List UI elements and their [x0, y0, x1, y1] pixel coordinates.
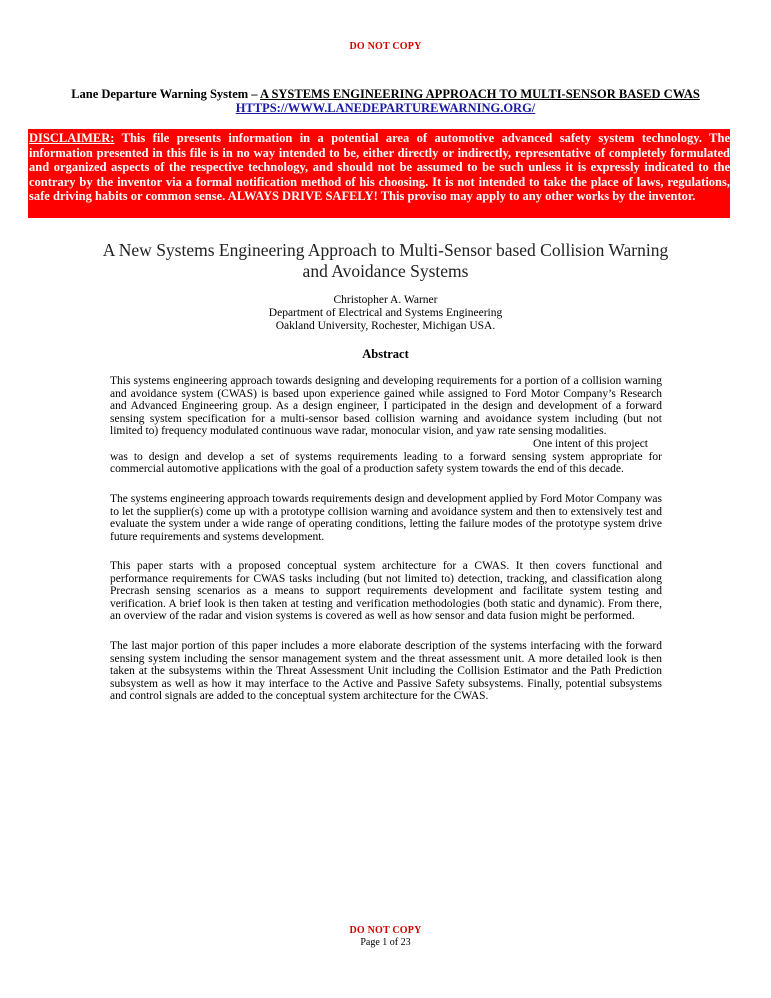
- author-name: Christopher A. Warner: [333, 294, 438, 306]
- abstract-paragraph-2: [110, 493, 662, 543]
- abstract-paragraph-4: [110, 640, 662, 703]
- paragraph-2-text: The systems engineering approach towards requirements design and development applied by Ford Motor Company was to let the supplier(s) come up with a prototype collision warning and avoidance system and then to extensively test and evaluate the system under a wide range of operating conditions, letting the failure modes of the prototype system drive future requirements and systems development.: [110, 493, 662, 543]
- top-do-not-copy: DO NOT COPY: [349, 41, 422, 52]
- footer-page-number: Page 1 of 23: [360, 937, 411, 948]
- author-department: Department of Electrical and Systems Engineering: [268, 307, 503, 319]
- author-affiliation: Oakland University, Rochester, Michigan USA.: [275, 320, 496, 332]
- abstract-heading: Abstract: [362, 347, 409, 361]
- header-title-line: [0, 87, 771, 102]
- paragraph-1-part-b: One intent of this project: [533, 437, 648, 450]
- paragraph-1-part-a: This systems engineering approach towards designing and developing requirements for a portion of a collision warning and avoidance system (CWAS) is based upon experience gained while assigned to Ford Motor Company’s Research and Advanced Engineering group. As a design engineer, I participated in the design and development of a forward sensing system specification for a multi-sensor based collision warning and avoidance system including (but not limited to) frequency modulated continuous wave radar, monocular vision, and yaw rate sensing modalities.: [110, 375, 662, 438]
- paragraph-3-text: This paper starts with a proposed conceptual system architecture for a CWAS. It then covers functional and performance requirements for CWAS tasks including (but not limited to) detection, tracking, and classification along Precrash sensing scenarios as a means to support requirements development and facilitate system testing and verification. A brief look is then taken at testing and verification methodologies (both static and dynamic). From there, an overview of the radar and vision systems is covered as well as how sensor and data fusion might be performed.: [110, 560, 662, 623]
- abstract-paragraph-1: [110, 375, 662, 476]
- disclaimer-label: DISCLAIMER:: [29, 131, 115, 145]
- header-prefix: Lane Departure Warning System –: [71, 87, 260, 101]
- header-url-link[interactable]: HTTPS://WWW.LANEDEPARTUREWARNING.ORG/: [235, 101, 536, 115]
- disclaimer-text: This file presents information in a potential area of automotive advanced safety system technology. The information presented in this file is in no way intended to be, either directly or indirectly, representative of completely formulated and organized aspects of the respective technology, and should not be assumed to be such unless it is expressly indicated to the contrary by the inventor via a formal notification method of his choosing. It is not intended to take the place of laws, regulations, safe driving habits or common sense. ALWAYS DRIVE SAFELY! This proviso may apply to any other works by the inventor.: [29, 131, 730, 204]
- abstract-paragraph-3: [110, 560, 662, 623]
- paper-title: A New Systems Engineering Approach to Multi-Sensor based Collision Warning and Avoidance Systems: [102, 240, 669, 281]
- paragraph-4-text: The last major portion of this paper includes a more elaborate description of the systems interfacing with the forward sensing system including the sensor management system and the threat assessment unit. A more detailed look is then taken at the subsystems within the Threat Assessment Unit including the Collision Estimator and the Path Prediction subsystem as well as how it may interface to the Active and Passive Safety subsystems. Finally, potential subsystems and control signals are added to the conceptual system architecture for the CWAS.: [110, 640, 662, 703]
- footer-do-not-copy: DO NOT COPY: [349, 925, 422, 936]
- disclaimer-box: [28, 129, 730, 218]
- header-underlined-title: A SYSTEMS ENGINEERING APPROACH TO MULTI-SENSOR BASED CWAS: [259, 87, 700, 101]
- paragraph-1-part-c: was to design and develop a set of systems requirements leading to a forward sensing system appropriate for commercial automotive applications with the goal of a production safety system towards the end of this decade.: [110, 450, 662, 476]
